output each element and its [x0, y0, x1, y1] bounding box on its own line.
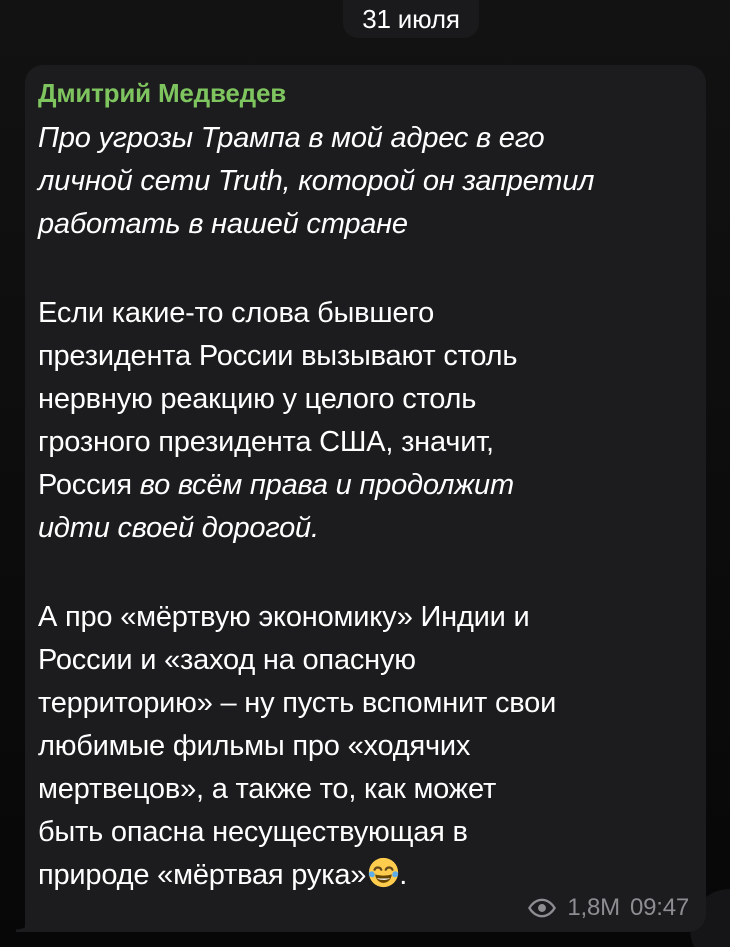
message-line	[38, 507, 690, 550]
message-paragraph	[38, 117, 690, 246]
text-run: природе «мёртвая рука»	[38, 859, 367, 891]
message-line	[38, 378, 690, 421]
message-line	[38, 768, 690, 811]
date-header-pill[interactable]	[343, 0, 479, 38]
views-count: 1,8M	[567, 894, 620, 921]
text-run: территорию» – ну пусть вспомнит свои	[38, 687, 557, 719]
views-eye-icon	[528, 897, 556, 919]
text-run: любимые фильмы про «ходячих	[38, 730, 471, 762]
message-line	[38, 725, 690, 768]
text-run: А про «мёртвую экономику» Индии и	[38, 601, 530, 633]
sender-name[interactable]: Дмитрий Медведев	[38, 78, 287, 108]
message-line	[38, 639, 690, 682]
text-run: личной сети Truth, которой он запретил	[38, 165, 595, 197]
message-line	[38, 203, 690, 246]
joy-emoji	[368, 857, 399, 888]
message-text	[38, 117, 690, 897]
message-paragraph	[38, 292, 690, 550]
message-line	[38, 596, 690, 639]
message-line	[38, 160, 690, 203]
message-line	[38, 854, 690, 897]
text-run: работать в нашей стране	[38, 208, 408, 240]
date-header-label: 31 июля	[362, 4, 460, 34]
text-run: быть опасна несуществующая в	[38, 816, 468, 848]
text-run: .	[399, 859, 408, 891]
message-line	[38, 335, 690, 378]
bubble-tail	[16, 910, 35, 932]
message-meta	[528, 894, 689, 922]
message-line	[38, 464, 690, 507]
text-run: грозного президента США, значит,	[38, 426, 494, 458]
text-run: России и «заход на опасную	[38, 644, 416, 676]
message-paragraph	[38, 596, 690, 897]
text-run: Если какие-то слова бывшего	[38, 297, 435, 329]
text-run: Про угрозы Трампа в мой адрес в его	[38, 122, 545, 154]
message-bubble[interactable]	[25, 65, 706, 932]
message-line	[38, 682, 690, 725]
text-run: Россия	[38, 469, 140, 501]
message-line	[38, 421, 690, 464]
text-run: во всём права и продолжит	[139, 469, 514, 501]
text-run: мертвецов», а также то, как может	[38, 773, 497, 805]
message-line	[38, 292, 690, 335]
text-run: президента России вызывают столь	[38, 340, 518, 372]
message-time: 09:47	[629, 894, 689, 921]
message-line	[38, 811, 690, 854]
message-line	[38, 117, 690, 160]
text-run: идти своей дорогой.	[38, 512, 319, 544]
text-run: нервную реакцию у целого столь	[38, 383, 477, 415]
